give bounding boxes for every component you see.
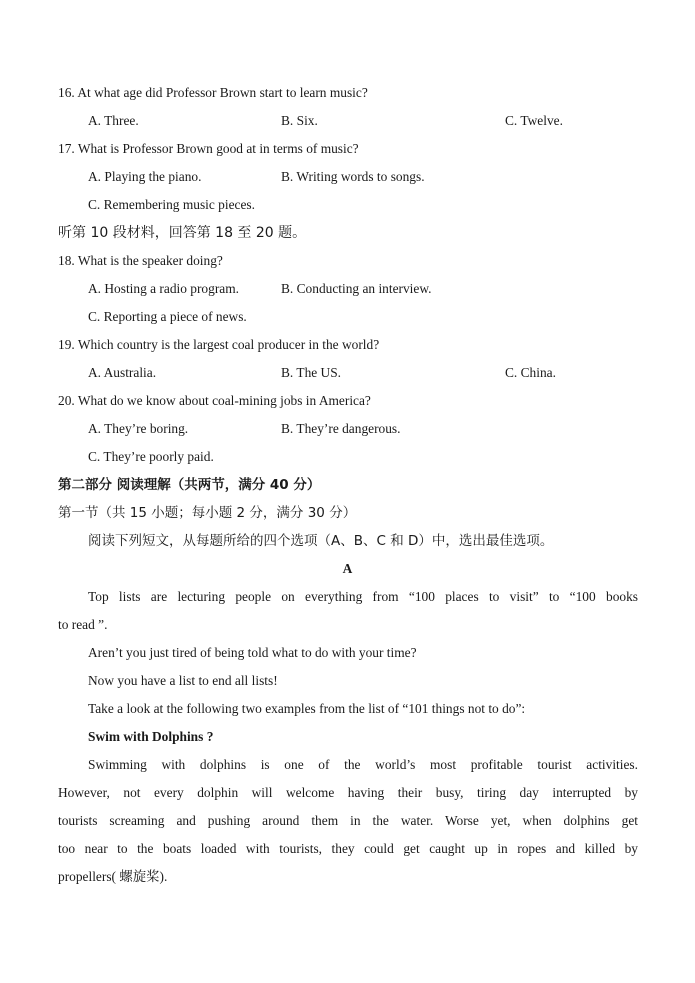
q20-option-c: C. They’re poorly paid. <box>88 449 214 464</box>
q17-option-c: C. Remembering music pieces. <box>88 197 255 212</box>
passage-paragraph-1-line-2: to read ”. <box>58 617 108 632</box>
passage-subheading: Swim with Dolphins ? <box>88 729 214 744</box>
question-19: 19. Which country is the largest coal producer in the world? <box>58 337 380 352</box>
q16-option-a: A. Three. <box>88 113 139 128</box>
question-16: 16. At what age did Professor Brown start to learn music? <box>58 85 368 100</box>
q18-option-c: C. Reporting a piece of news. <box>88 309 247 324</box>
section-1-title: 第一节（共 15 小题；每小题 2 分，满分 30 分） <box>58 505 357 521</box>
passage-label: A <box>342 561 353 576</box>
passage-paragraph-1-line-1: Top lists are lecturing people on everything from “100 places to visit” to “100 books <box>88 589 638 604</box>
q17-option-a: A. Playing the piano. <box>88 169 202 184</box>
q18-option-b: B. Conducting an interview. <box>281 281 432 296</box>
q17-option-b: B. Writing words to songs. <box>281 169 425 184</box>
passage-paragraph-5-line-3: tourists screaming and pushing around them in the water. Worse yet, when dolphins get <box>58 813 638 828</box>
reading-instruction: 阅读下列短文，从每题所给的四个选项（A、B、C 和 D）中，选出最佳选项。 <box>88 533 554 549</box>
q16-option-c: C. Twelve. <box>505 113 563 128</box>
listening-section-10: 听第 10 段材料，回答第 18 至 20 题。 <box>58 225 307 241</box>
passage-paragraph-5-line-1: Swimming with dolphins is one of the world’s most profitable tourist activities. <box>88 757 638 772</box>
q19-option-a: A. Australia. <box>88 365 157 380</box>
question-18: 18. What is the speaker doing? <box>58 253 223 268</box>
q19-option-c: C. China. <box>505 365 556 380</box>
passage-paragraph-3: Now you have a list to end all lists! <box>88 673 278 688</box>
question-17: 17. What is Professor Brown good at in terms of music? <box>58 141 359 156</box>
passage-paragraph-5-line-2: However, not every dolphin will welcome having their busy, tiring day interrupted by <box>58 785 638 800</box>
part-2-title: 第二部分 阅读理解（共两节，满分 40 分） <box>58 477 321 493</box>
question-20: 20. What do we know about coal-mining jobs in America? <box>58 393 371 408</box>
passage-paragraph-4: Take a look at the following two examples from the list of “101 things not to do”: <box>88 701 526 716</box>
passage-paragraph-2: Aren’t you just tired of being told what to do with your time? <box>88 645 417 660</box>
q19-option-b: B. The US. <box>281 365 342 380</box>
q18-option-a: A. Hosting a radio program. <box>88 281 239 296</box>
q20-option-a: A. They’re boring. <box>88 421 189 436</box>
passage-paragraph-5-line-4: too near to the boats loaded with tourists, they could get caught up in ropes and killed by <box>58 841 638 856</box>
q20-option-b: B. They’re dangerous. <box>281 421 401 436</box>
q16-option-b: B. Six. <box>281 113 318 128</box>
passage-paragraph-5-line-5: propellers( 螺旋桨). <box>58 869 168 884</box>
